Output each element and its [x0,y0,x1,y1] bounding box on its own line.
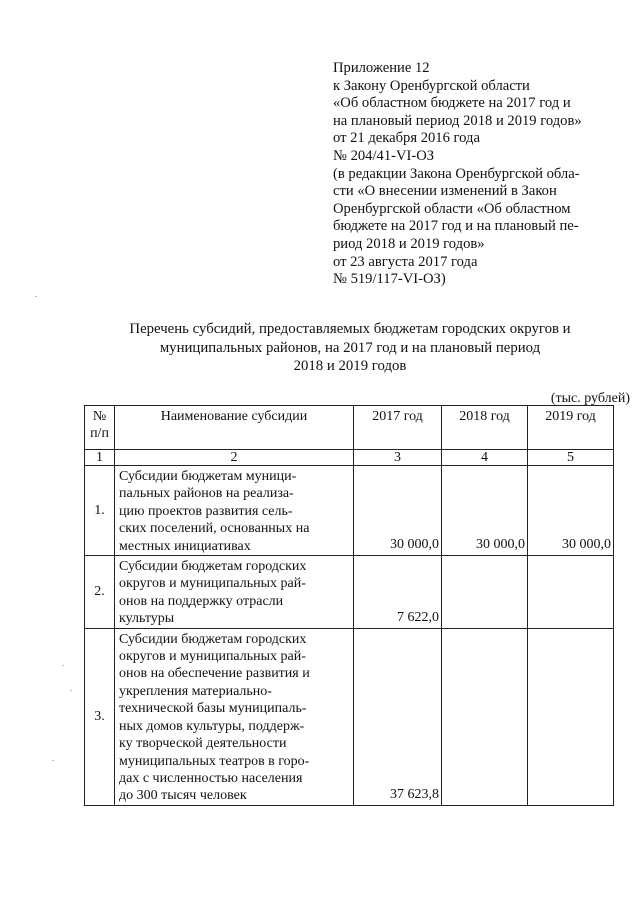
value-2017: 37 623,8 [354,628,442,805]
appendix-line: Приложение 12 [333,60,430,76]
subsidy-name [115,556,354,629]
header-num [85,406,115,450]
table-row [85,466,614,556]
subsidy-name-line: онов на обеспечение развития и [119,666,310,682]
title-line: Перечень субсидий, предоставляемых бюджетам городских округов и [129,321,571,337]
subsidy-name-line: до 300 тысяч человек [119,788,247,804]
subsidy-name-line: Субсидии бюджетам городских [119,631,307,647]
subsidy-name-line: ских поселений, основанных на [119,521,310,537]
header-2018: 2018 год [442,406,528,450]
subsidy-name-line: культуры [119,611,175,627]
value-2019: 30 000,0 [528,466,614,556]
table-row [85,556,614,629]
subsidy-name-line: ку творческой деятельности [119,736,287,752]
subsidy-name-line: цию проектов развития сель- [119,503,293,519]
scan-speck [70,690,72,691]
title-line: муниципальных районов, на 2017 год и на плановый период [159,339,541,356]
column-number: 2 [115,450,354,466]
subsidy-name [115,466,354,556]
scan-speck [35,296,37,297]
units-label: (тыс. рублей) [550,391,630,406]
value-2017: 30 000,0 [354,466,442,556]
value-2019 [528,628,614,805]
document-title [100,320,600,376]
value-2018: 30 000,0 [442,466,528,556]
column-number: 3 [354,450,442,466]
column-number: 5 [528,450,614,466]
appendix-block [333,60,633,289]
scan-speck [62,665,64,666]
appendix-line: «Об областном бюджете на 2017 год и [333,95,571,112]
appendix-line: от 23 августа 2017 года [333,253,478,270]
appendix-line: риод 2018 и 2019 годов» [333,235,485,252]
column-number: 4 [442,450,528,466]
scan-speck [52,760,54,761]
appendix-line: бюджете на 2017 год и на плановый пе- [333,218,579,235]
appendix-line: к Закону Оренбургской области [333,77,530,94]
subsidy-name-line: дах с численностью населения [119,770,303,786]
header-2019: 2019 год [528,406,614,450]
value-2018 [442,628,528,805]
header-2017: 2017 год [354,406,442,450]
subsidy-name [115,628,354,805]
appendix-line: (в редакции Закона Оренбургской обла- [333,165,580,182]
header-name: Наименование субсидии [115,406,354,450]
subsidy-name-line: технической базы муниципаль- [119,701,307,717]
appendix-line: № 519/117-VI-ОЗ) [333,271,446,288]
value-2018 [442,556,528,629]
title-line: 2018 и 2019 годов [293,358,407,374]
appendix-line: сти «О внесении изменений в Закон [333,183,557,200]
header-num-line2: п/п [90,426,109,441]
appendix-line: на плановый период 2018 и 2019 годов» [333,112,582,129]
subsidy-name-line: онов на поддержку отрасли [119,593,284,609]
column-number: 1 [85,450,115,466]
subsidy-name-line: округов и муниципальных рай- [119,649,306,665]
subsidy-name-line: ных домов культуры, поддерж- [119,718,305,734]
value-2017: 7 622,0 [354,556,442,629]
subsidy-name-line: муниципальных театров в горо- [119,753,310,769]
subsidy-name-line: Субсидии бюджетам городских [119,559,307,575]
table-row [85,628,614,805]
row-number: 2. [85,556,115,629]
subsidy-name-line: округов и муниципальных рай- [119,576,306,592]
subsidy-name-line: пальных районов на реализа- [119,486,294,502]
subsidy-name-line: местных инициативах [119,538,251,554]
subsidies-table [84,405,614,806]
appendix-line: от 21 декабря 2016 года [333,130,480,147]
row-number: 3. [85,628,115,805]
column-number-row [85,450,614,466]
subsidy-name-line: Субсидии бюджетам муници- [119,469,297,484]
subsidy-name-line: укрепления материально- [119,683,272,699]
value-2019 [528,556,614,629]
header-num-line1: № [92,409,107,424]
appendix-line: № 204/41-VI-ОЗ [333,147,435,164]
table-header-row [85,406,614,450]
row-number: 1. [85,466,115,556]
appendix-line: Оренбургской области «Об областном [333,200,571,217]
